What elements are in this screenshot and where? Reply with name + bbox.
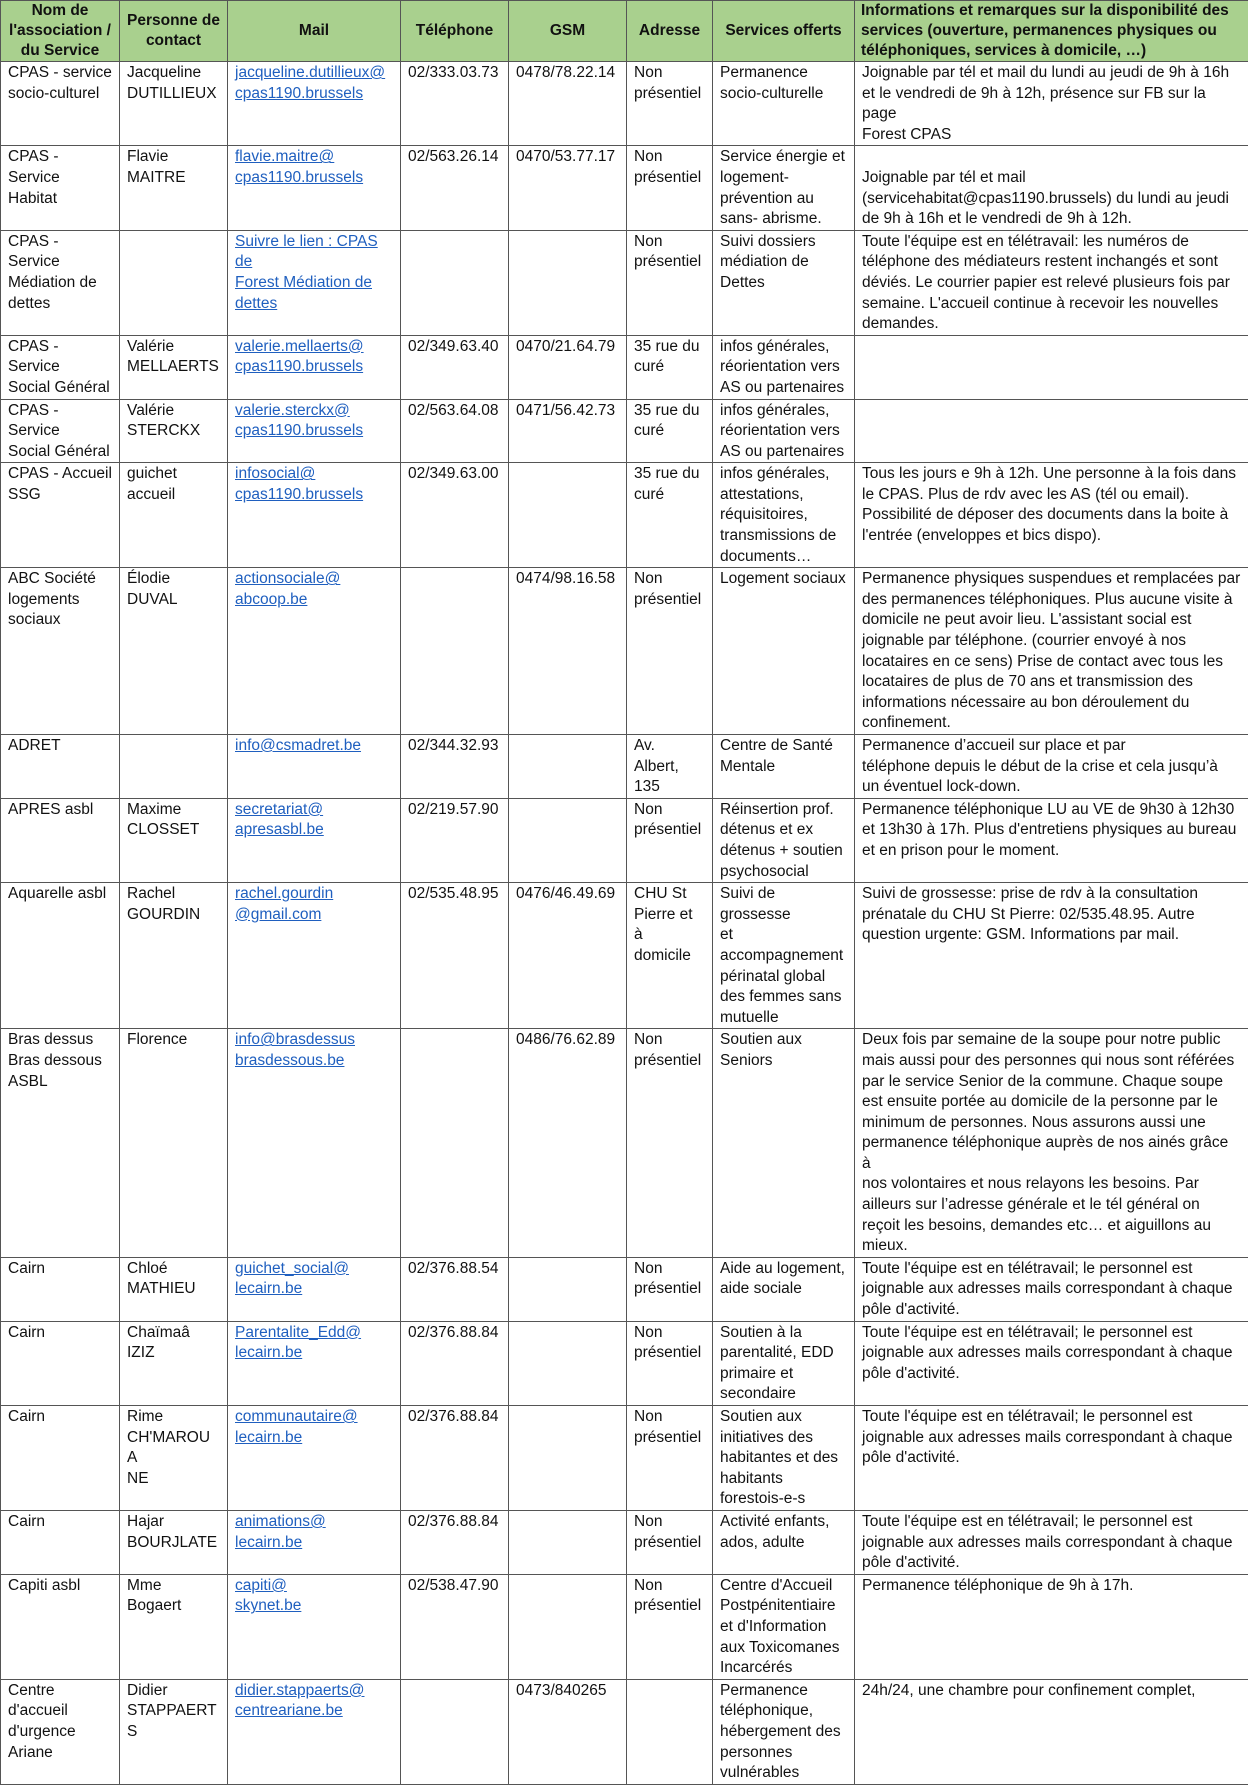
- cell-adresse: Non présentiel: [627, 146, 713, 230]
- cell-telephone: 02/538.47.90: [401, 1574, 509, 1679]
- cell-mail-link[interactable]: jacqueline.dutillieux@ cpas1190.brussels: [228, 62, 401, 146]
- cell-gsm: 0470/21.64.79: [509, 335, 627, 399]
- cell-gsm: [509, 1406, 627, 1511]
- cell-services: Activité enfants, ados, adulte: [713, 1510, 855, 1574]
- cell-contact: Didier STAPPAERTS: [120, 1679, 228, 1784]
- cell-gsm: 0476/46.49.69: [509, 883, 627, 1029]
- cell-gsm: [509, 1510, 627, 1574]
- cell-services: Suivi dossiers médiation de Dettes: [713, 230, 855, 335]
- cell-services: Centre de Santé Mentale: [713, 735, 855, 799]
- cell-nom: CPAS - service socio-culturel: [1, 62, 120, 146]
- cell-adresse: Av. Albert, 135: [627, 735, 713, 799]
- cell-mail-link[interactable]: info@csmadret.be: [228, 735, 401, 799]
- cell-informations: Tous les jours e 9h à 12h. Une personne à la fois dans le CPAS. Plus de rdv avec les AS (tél ou email). Possibilité de déposer des documents dans la boite à l'entrée (enveloppes et bics dispo).: [855, 463, 1248, 568]
- cell-gsm: 0473/840265: [509, 1679, 627, 1784]
- table-row: [1, 399, 1248, 463]
- cell-adresse: Non présentiel: [627, 568, 713, 735]
- cell-informations: Toute l'équipe est en télétravail: les numéros de téléphone des médiateurs restent inchangés et sont déviés. Le courrier papier est relevé plusieurs fois par semaine. L'accueil continue à recevoir les nouvelles demandes.: [855, 230, 1248, 335]
- cell-nom: ADRET: [1, 735, 120, 799]
- cell-gsm: [509, 230, 627, 335]
- cell-contact: Chloé MATHIEU: [120, 1257, 228, 1321]
- cell-contact: Chaïmaâ IZIZ: [120, 1321, 228, 1405]
- cell-nom: APRES asbl: [1, 798, 120, 882]
- cell-telephone: 02/376.88.54: [401, 1257, 509, 1321]
- cell-gsm: [509, 1321, 627, 1405]
- cell-telephone: 02/376.88.84: [401, 1321, 509, 1405]
- cell-nom: CPAS - Service Social Général: [1, 335, 120, 399]
- cell-adresse: Non présentiel: [627, 1406, 713, 1511]
- table-row: [1, 62, 1248, 146]
- cell-adresse: 35 rue du curé: [627, 335, 713, 399]
- table-row: [1, 735, 1248, 799]
- col-header-mail: Mail: [228, 1, 401, 62]
- table-row: [1, 1574, 1248, 1679]
- table-row: [1, 230, 1248, 335]
- cell-adresse: 35 rue du curé: [627, 399, 713, 463]
- cell-adresse: CHU St Pierre et à domicile: [627, 883, 713, 1029]
- col-header-informations: Informations et remarques sur la disponibilité des services (ouverture, permanences physiques ou téléphoniques, services à domicile, …): [855, 1, 1248, 62]
- col-header-telephone: Téléphone: [401, 1, 509, 62]
- header-row: [1, 1, 1248, 62]
- cell-services: Permanence téléphonique, hébergement des personnes vulnérables: [713, 1679, 855, 1784]
- cell-nom: Centre d'accueil d'urgence Ariane: [1, 1679, 120, 1784]
- col-header-contact: Personne de contact: [120, 1, 228, 62]
- cell-telephone: 02/376.88.84: [401, 1406, 509, 1511]
- cell-informations: Deux fois par semaine de la soupe pour notre public mais aussi pour des personnes qui nous sont référées par le service Senior de la commune. Chaque soupe est ensuite portée au domicile de la personne par le minimum de personnes. Nous assurons aussi une permanence téléphonique auprès de nos ainés grâce à nos volontaires et nous relayons les besoins. Par ailleurs sur l’adresse générale et le tél général on reçoit les besoins, demandes etc… et aiguillons au mieux.: [855, 1029, 1248, 1258]
- cell-contact: Rachel GOURDIN: [120, 883, 228, 1029]
- cell-mail-link[interactable]: flavie.maitre@ cpas1190.brussels: [228, 146, 401, 230]
- cell-gsm: [509, 463, 627, 568]
- cell-mail-link[interactable]: didier.stappaerts@ centreariane.be: [228, 1679, 401, 1784]
- cell-contact: Valérie MELLAERTS: [120, 335, 228, 399]
- table-row: [1, 335, 1248, 399]
- cell-nom: ABC Société logements sociaux: [1, 568, 120, 735]
- table-row: [1, 1257, 1248, 1321]
- cell-telephone: 02/563.26.14: [401, 146, 509, 230]
- cell-services: infos générales, attestations, réquisitoires, transmissions de documents…: [713, 463, 855, 568]
- cell-mail-link[interactable]: actionsociale@ abcoop.be: [228, 568, 401, 735]
- cell-gsm: 0474/98.16.58: [509, 568, 627, 735]
- cell-contact: Valérie STERCKX: [120, 399, 228, 463]
- cell-nom: Cairn: [1, 1321, 120, 1405]
- cell-adresse: Non présentiel: [627, 1574, 713, 1679]
- table-row: [1, 1406, 1248, 1511]
- cell-mail-link[interactable]: info@brasdessus brasdessous.be: [228, 1029, 401, 1258]
- cell-gsm: 0486/76.62.89: [509, 1029, 627, 1258]
- cell-nom: Cairn: [1, 1510, 120, 1574]
- cell-informations: Permanence physiques suspendues et remplacées par des permanences téléphoniques. Plus aucune visite à domicile ne peut avoir lieu. L'assistant social est joignable par téléphone. (courrier envoyé à nos locataires en ce sens) Prise de contact avec tous les locataires de plus de 70 ans et transmission des informations nécessaire au bon déroulement du confinement.: [855, 568, 1248, 735]
- cell-mail-link[interactable]: infosocial@ cpas1190.brussels: [228, 463, 401, 568]
- table-row: [1, 1679, 1248, 1784]
- cell-telephone: 02/376.88.84: [401, 1510, 509, 1574]
- table-row: [1, 146, 1248, 230]
- cell-mail-link[interactable]: animations@ lecairn.be: [228, 1510, 401, 1574]
- col-header-adresse: Adresse: [627, 1, 713, 62]
- cell-mail-link[interactable]: valerie.sterckx@ cpas1190.brussels: [228, 399, 401, 463]
- cell-mail-link[interactable]: rachel.gourdin @gmail.com: [228, 883, 401, 1029]
- cell-nom: CPAS - Service Habitat: [1, 146, 120, 230]
- cell-telephone: 02/535.48.95: [401, 883, 509, 1029]
- cell-mail-link[interactable]: capiti@ skynet.be: [228, 1574, 401, 1679]
- cell-informations: Toute l'équipe est en télétravail; le personnel est joignable aux adresses mails correspondant à chaque pôle d'activité.: [855, 1257, 1248, 1321]
- cell-informations: Toute l'équipe est en télétravail; le personnel est joignable aux adresses mails correspondant à chaque pôle d'activité.: [855, 1510, 1248, 1574]
- cell-informations: Toute l'équipe est en télétravail; le personnel est joignable aux adresses mails correspondant à chaque pôle d'activité.: [855, 1406, 1248, 1511]
- cell-contact: guichet accueil: [120, 463, 228, 568]
- cell-mail-link[interactable]: communautaire@ lecairn.be: [228, 1406, 401, 1511]
- cell-contact: Maxime CLOSSET: [120, 798, 228, 882]
- cell-adresse: Non présentiel: [627, 1510, 713, 1574]
- table-row: [1, 463, 1248, 568]
- cell-adresse: Non présentiel: [627, 62, 713, 146]
- cell-mail-link[interactable]: valerie.mellaerts@ cpas1190.brussels: [228, 335, 401, 399]
- cell-nom: CPAS - Accueil SSG: [1, 463, 120, 568]
- cell-services: Centre d'Accueil Postpénitentiaire et d'Information aux Toxicomanes Incarcérés: [713, 1574, 855, 1679]
- table-row: [1, 798, 1248, 882]
- cell-informations: Permanence téléphonique de 9h à 17h.: [855, 1574, 1248, 1679]
- cell-telephone: [401, 230, 509, 335]
- cell-adresse: [627, 1679, 713, 1784]
- cell-telephone: [401, 1679, 509, 1784]
- cell-services: infos générales, réorientation vers AS ou partenaires: [713, 399, 855, 463]
- cell-telephone: 02/344.32.93: [401, 735, 509, 799]
- table-row: [1, 883, 1248, 1029]
- cell-contact: Mme Bogaert: [120, 1574, 228, 1679]
- cell-adresse: Non présentiel: [627, 1321, 713, 1405]
- cell-services: Service énergie et logement- prévention au sans- abrisme.: [713, 146, 855, 230]
- cell-contact: Rime CH'MAROUA NE: [120, 1406, 228, 1511]
- cell-gsm: [509, 798, 627, 882]
- col-header-nom: Nom de l'association / du Service: [1, 1, 120, 62]
- table-row: [1, 1029, 1248, 1258]
- cell-contact: Florence: [120, 1029, 228, 1258]
- cell-nom: CPAS - Service Médiation de dettes: [1, 230, 120, 335]
- cell-telephone: 02/219.57.90: [401, 798, 509, 882]
- cell-adresse: Non présentiel: [627, 798, 713, 882]
- cell-informations: Permanence téléphonique LU au VE de 9h30 à 12h30 et 13h30 à 17h. Plus d'entretiens physiques au bureau et en prison pour le moment.: [855, 798, 1248, 882]
- cell-nom: Bras dessus Bras dessous ASBL: [1, 1029, 120, 1258]
- cell-gsm: 0478/78.22.14: [509, 62, 627, 146]
- cell-services: Permanence socio-culturelle: [713, 62, 855, 146]
- cell-contact: Jacqueline DUTILLIEUX: [120, 62, 228, 146]
- cell-informations: 24h/24, une chambre pour confinement complet,: [855, 1679, 1248, 1784]
- cell-telephone: [401, 568, 509, 735]
- cell-gsm: 0470/53.77.17: [509, 146, 627, 230]
- cell-informations: [855, 335, 1248, 399]
- cell-mail-link[interactable]: secretariat@ apresasbl.be: [228, 798, 401, 882]
- cell-informations: [855, 399, 1248, 463]
- cell-telephone: [401, 1029, 509, 1258]
- cell-gsm: 0471/56.42.73: [509, 399, 627, 463]
- cell-contact: Flavie MAITRE: [120, 146, 228, 230]
- cell-services: Soutien à la parentalité, EDD primaire et secondaire: [713, 1321, 855, 1405]
- cell-telephone: 02/349.63.00: [401, 463, 509, 568]
- cell-informations: Toute l'équipe est en télétravail; le personnel est joignable aux adresses mails correspondant à chaque pôle d'activité.: [855, 1321, 1248, 1405]
- cell-gsm: [509, 1257, 627, 1321]
- cell-mail-link[interactable]: guichet_social@ lecairn.be: [228, 1257, 401, 1321]
- cell-mail-link[interactable]: Suivre le lien : CPAS de Forest Médiation de dettes: [228, 230, 401, 335]
- cell-telephone: 02/349.63.40: [401, 335, 509, 399]
- cell-services: infos générales, réorientation vers AS ou partenaires: [713, 335, 855, 399]
- col-header-gsm: GSM: [509, 1, 627, 62]
- col-header-services: Services offerts: [713, 1, 855, 62]
- cell-contact: [120, 735, 228, 799]
- cell-nom: Capiti asbl: [1, 1574, 120, 1679]
- cell-contact: Hajar BOURJLATE: [120, 1510, 228, 1574]
- table-row: [1, 568, 1248, 735]
- cell-gsm: [509, 1574, 627, 1679]
- cell-nom: Aquarelle asbl: [1, 883, 120, 1029]
- cell-informations: Joignable par tél et mail du lundi au jeudi de 9h à 16h et le vendredi de 9h à 12h, présence sur FB sur la page Forest CPAS: [855, 62, 1248, 146]
- cell-contact: Élodie DUVAL: [120, 568, 228, 735]
- cell-informations: Joignable par tél et mail (servicehabitat@cpas1190.brussels) du lundi au jeudi de 9h à 16h et le vendredi de 9h à 12h.: [855, 146, 1248, 230]
- table-row: [1, 1321, 1248, 1405]
- cell-services: Soutien aux initiatives des habitantes et des habitants forestois-e-s: [713, 1406, 855, 1511]
- cell-informations: Suivi de grossesse: prise de rdv à la consultation prénatale du CHU St Pierre: 02/535.48.95. Autre question urgente: GSM. Informations par mail.: [855, 883, 1248, 1029]
- cell-services: Aide au logement, aide sociale: [713, 1257, 855, 1321]
- cell-mail-link[interactable]: Parentalite_Edd@ lecairn.be: [228, 1321, 401, 1405]
- cell-adresse: Non présentiel: [627, 1257, 713, 1321]
- cell-adresse: Non présentiel: [627, 1029, 713, 1258]
- cell-services: Soutien aux Seniors: [713, 1029, 855, 1258]
- cell-gsm: [509, 735, 627, 799]
- cell-telephone: 02/563.64.08: [401, 399, 509, 463]
- cell-informations: Permanence d’accueil sur place et par téléphone depuis le début de la crise et cela jusqu’à un éventuel lock-down.: [855, 735, 1248, 799]
- cell-nom: Cairn: [1, 1406, 120, 1511]
- cell-adresse: 35 rue du curé: [627, 463, 713, 568]
- cell-nom: CPAS - Service Social Général: [1, 399, 120, 463]
- table-body: [1, 62, 1248, 1785]
- cell-adresse: Non présentiel: [627, 230, 713, 335]
- table-row: [1, 1510, 1248, 1574]
- cell-services: Suivi de grossesse et accompagnement périnatal global des femmes sans mutuelle: [713, 883, 855, 1029]
- cell-contact: [120, 230, 228, 335]
- cell-services: Réinsertion prof. détenus et ex détenus + soutien psychosocial: [713, 798, 855, 882]
- cell-nom: Cairn: [1, 1257, 120, 1321]
- cell-telephone: 02/333.03.73: [401, 62, 509, 146]
- cell-services: Logement sociaux: [713, 568, 855, 735]
